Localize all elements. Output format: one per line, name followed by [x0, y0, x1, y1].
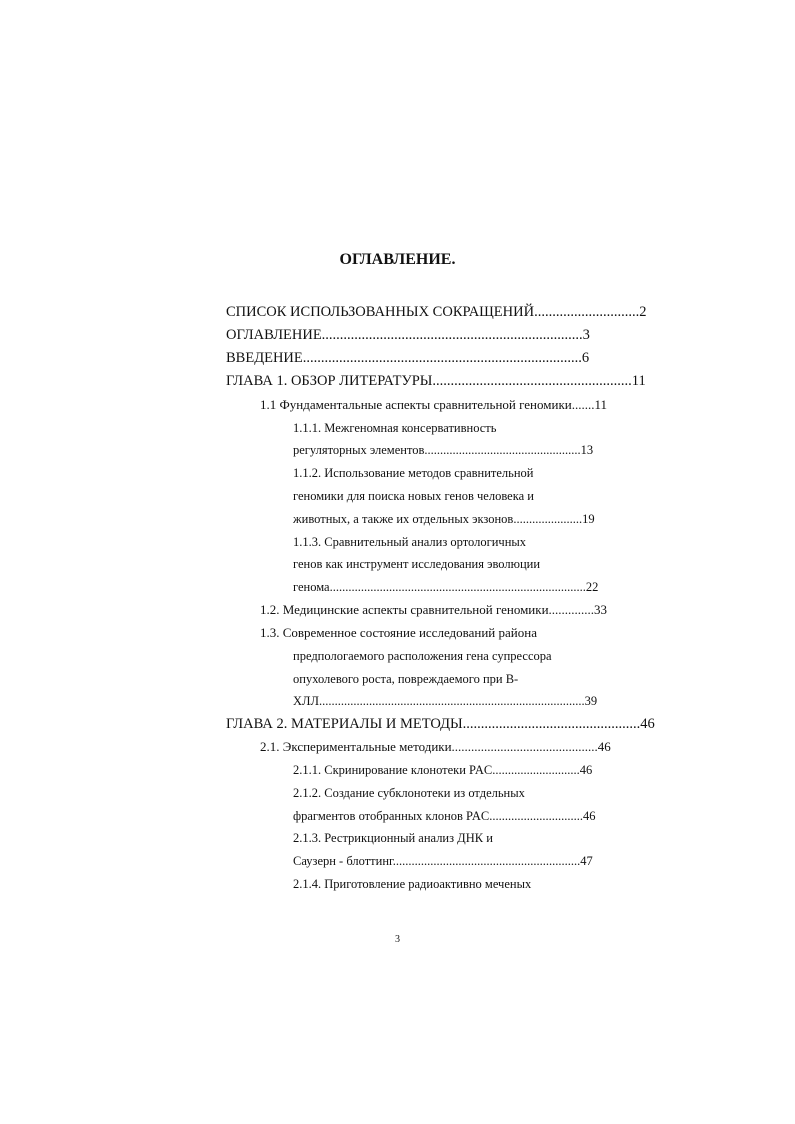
toc-entry-1-1-1: 1.1.1. Межгеномная консервативность: [293, 421, 497, 435]
toc-entry-1-1-3: 1.1.3. Сравнительный анализ ортологичных: [293, 535, 527, 549]
toc-entry-abbreviations: СПИСОК ИСПОЛЬЗОВАННЫХ СОКРАЩЕНИЙ.............................2: [226, 304, 647, 320]
toc-entry-1-3: 1.3. Современное состояние исследований района: [260, 625, 537, 640]
toc-entry-1-1-2-cont-2: животных, а также их отдельных экзонов......................19: [293, 512, 595, 526]
toc-entry-1-3-cont-1: предпологаемого расположения гена супрессора: [293, 649, 552, 663]
toc-entry-2-1-2: 2.1.2. Создание субклонотеки из отдельных: [293, 786, 525, 800]
toc-entry-2-1-1: 2.1.1. Скринирование клонотеки PAC............................46: [293, 763, 593, 777]
toc-entry-1-3-cont-3: ХЛЛ.....................................................................................39: [293, 694, 598, 708]
toc-entry-2-1-2-cont: фрагментов отобранных клонов PAC..............................46: [293, 809, 596, 823]
page-number: 3: [395, 934, 400, 945]
page-title: ОГЛАВЛЕНИЕ.: [339, 251, 456, 268]
toc-entry-chapter-2: ГЛАВА 2. МАТЕРИАЛЫ И МЕТОДЫ.................................................46: [226, 716, 655, 732]
toc-entry-introduction: ВВЕДЕНИЕ.............................................................................6: [226, 350, 590, 366]
toc-entry-1-1-2-cont-1: геномики для поиска новых генов человека и: [293, 489, 534, 503]
toc-entry-2-1: 2.1. Экспериментальные методики.............................................46: [260, 739, 611, 754]
toc-entry-2-1-4: 2.1.4. Приготовление радиоактивно меченых: [293, 877, 532, 891]
toc-entry-1-1-1-cont: регуляторных элементов..................................................13: [293, 443, 594, 457]
toc-entry-1-1-2: 1.1.2. Использование методов сравнительной: [293, 466, 534, 480]
toc-entry-2-1-3-cont: Саузерн - блоттинг............................................................47: [293, 854, 593, 868]
toc-entry-2-1-3: 2.1.3. Рестрикционный анализ ДНК и: [293, 831, 493, 845]
toc-entry-1-3-cont-2: опухолевого роста, повреждаемого при В-: [293, 672, 519, 686]
toc-entry-1-2: 1.2. Медицинские аспекты сравнительной геномики..............33: [260, 602, 608, 617]
toc-entry-1-1-3-cont-2: генома..................................................................................22: [293, 580, 599, 594]
toc-entry-contents: ОГЛАВЛЕНИЕ........................................................................3: [226, 327, 590, 343]
toc-entry-chapter-1: ГЛАВА 1. ОБЗОР ЛИТЕРАТУРЫ.......................................................11: [226, 373, 646, 389]
toc-entry-1-1: 1.1 Фундаментальные аспекты сравнительной геномики.......11: [260, 397, 607, 412]
toc-entry-1-1-3-cont-1: генов как инструмент исследования эволюции: [293, 557, 541, 571]
